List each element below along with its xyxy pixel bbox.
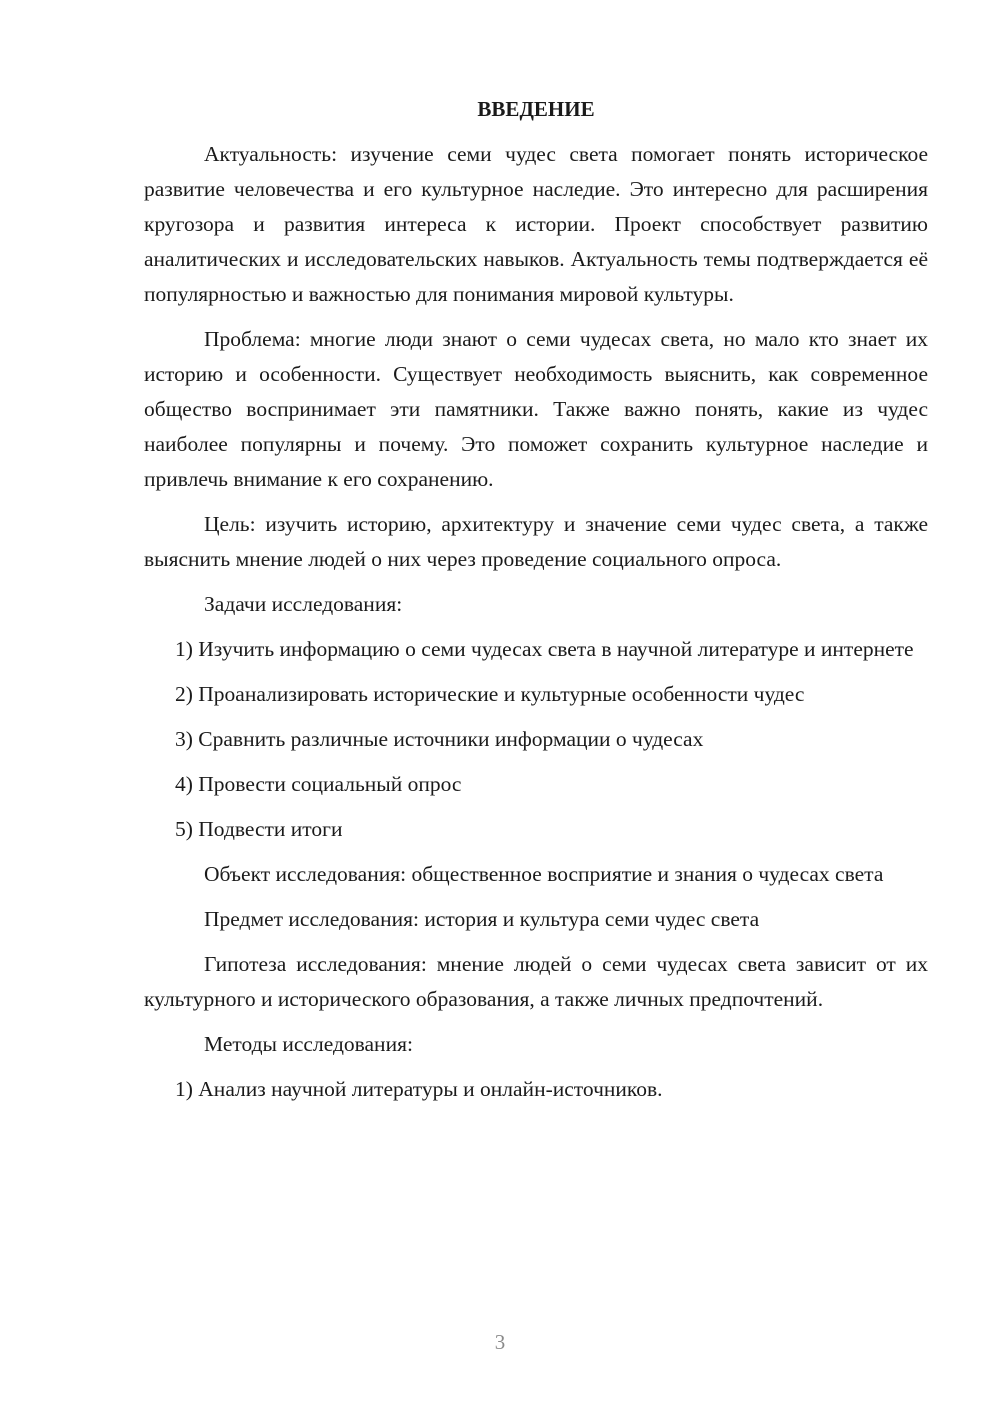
goal-paragraph: Цель: изучить историю, архитектуру и значение семи чудес света, а также выяснить мнение людей о них через проведение социального опроса.: [144, 512, 928, 571]
page-number: 3: [494, 1330, 506, 1354]
page-title: ВВЕДЕНИЕ: [477, 97, 595, 121]
problem-paragraph: Проблема: многие люди знают о семи чудесах света, но мало кто знает их историю и особенности. Существует необходимость выяснить, как современное общество воспринимает эти памятники. Также важно понять, какие из чудес наиболее популярны и почему. Это поможет сохранить культурное наследие и привлечь внимание к его сохранению.: [144, 327, 928, 491]
document-page: [144, 92, 928, 1117]
task-item-2: 2) Проанализировать исторические и культурные особенности чудес: [175, 682, 805, 706]
methods-heading: Методы исследования:: [204, 1032, 413, 1056]
tasks-heading: Задачи исследования:: [204, 592, 403, 616]
task-item-4: 4) Провести социальный опрос: [175, 772, 462, 796]
task-item-5: 5) Подвести итоги: [175, 817, 343, 841]
subject-paragraph: Предмет исследования: история и культура семи чудес света: [204, 907, 760, 931]
task-item-3: 3) Сравнить различные источники информации о чудесах: [175, 727, 704, 751]
relevance-paragraph: Актуальность: изучение семи чудес света помогает понять историческое развитие человечества и его культурное наследие. Это интересно для расширения кругозора и развития интереса к истории. Проект способствует развитию аналитических и исследовательских навыков. Актуальность темы подтверждается её популярностью и важностью для понимания мировой культуры.: [144, 142, 928, 306]
method-item-1: 1) Анализ научной литературы и онлайн-источников.: [175, 1077, 663, 1101]
hypothesis-paragraph: Гипотеза исследования: мнение людей о семи чудесах света зависит от их культурного и исторического образования, а также личных предпочтений.: [144, 952, 928, 1011]
object-paragraph: Объект исследования: общественное восприятие и знания о чудесах света: [204, 862, 884, 886]
task-item-1: 1) Изучить информацию о семи чудесах света в научной литературе и интернете: [175, 637, 914, 661]
